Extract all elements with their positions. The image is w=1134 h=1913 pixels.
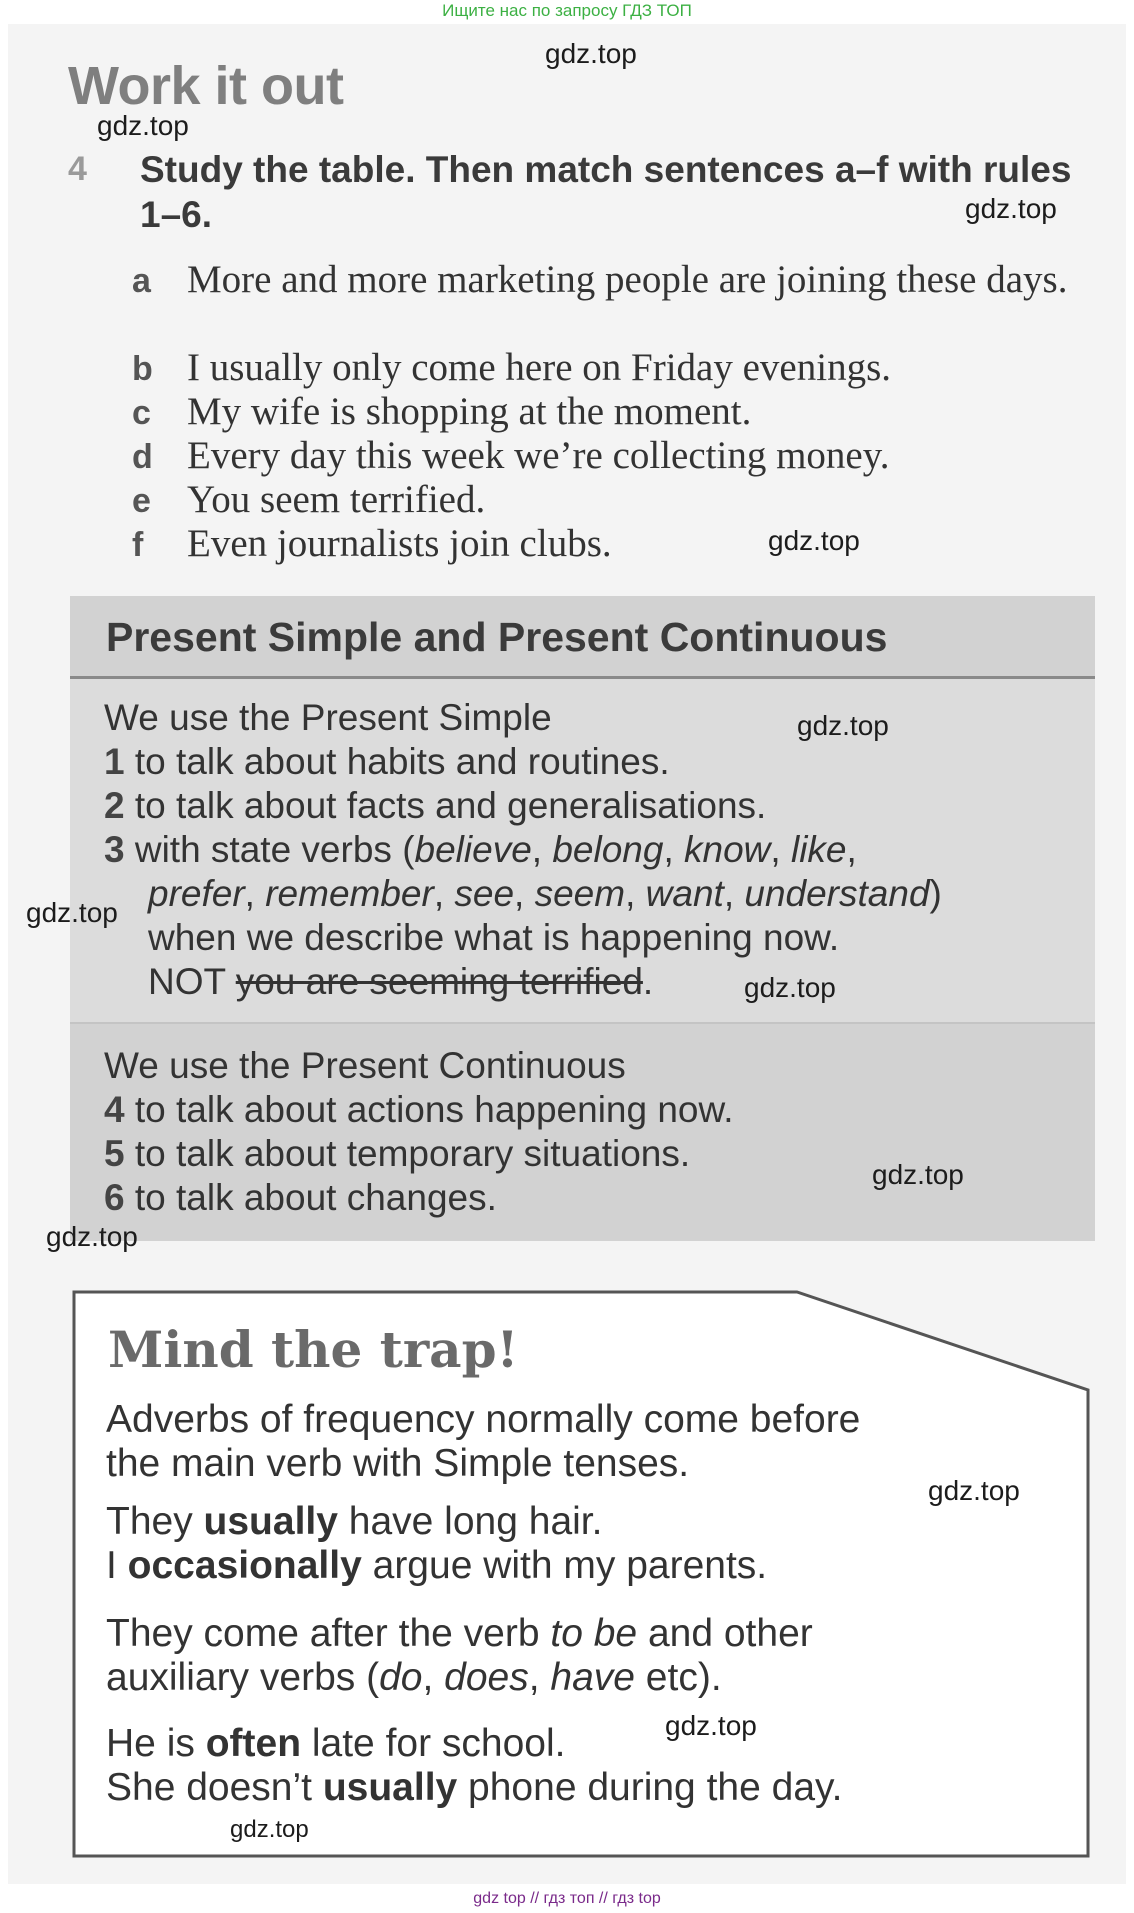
state-verb: remember xyxy=(265,873,434,914)
adverb: usually xyxy=(322,1766,458,1809)
top-banner[interactable]: Ищите нас по запросу ГДЗ ТОП xyxy=(442,1,692,20)
rule-1 xyxy=(104,740,670,784)
sentence-letter: f xyxy=(132,526,144,564)
watermark: gdz.top xyxy=(545,38,637,69)
sentence-c xyxy=(132,390,1092,435)
trap-rule-2-line-2 xyxy=(106,1656,722,1700)
watermark: gdz.top xyxy=(665,1710,757,1741)
verb: have xyxy=(550,1656,635,1699)
rule-3-line-3: when we describe what is happening now. xyxy=(148,917,840,958)
rule-3: 3 with state verbs (believe, belong, know, like, xyxy=(104,829,857,870)
rule-number: 1 xyxy=(104,741,125,782)
sentence-text: More and more marketing people are joining these days. xyxy=(187,258,1068,301)
example-text: argue with my parents. xyxy=(361,1544,768,1587)
sentence-text: My wife is shopping at the moment. xyxy=(187,390,752,433)
watermark: gdz.top xyxy=(230,1816,309,1843)
rule-number: 3 xyxy=(104,829,125,870)
state-verb: want xyxy=(645,873,724,914)
trap-rule-1-line-1: Adverbs of frequency normally come before xyxy=(106,1398,861,1441)
rule-text: They come after the verb xyxy=(106,1612,551,1655)
example-text: He is xyxy=(106,1722,206,1765)
verb: to be xyxy=(550,1612,638,1655)
separator: , xyxy=(528,1656,551,1699)
example-text: phone during the day. xyxy=(457,1766,843,1809)
verb: do xyxy=(379,1656,423,1699)
example-text: late for school. xyxy=(301,1722,566,1765)
trap-example-2 xyxy=(106,1544,767,1588)
not-example: NOT you are seeming terrified. xyxy=(148,961,654,1002)
state-verb: see xyxy=(454,873,515,914)
trap-rule-2-line-1 xyxy=(106,1612,813,1656)
present-continuous-intro: We use the Present Continuous xyxy=(104,1045,626,1086)
example-text: They xyxy=(106,1500,204,1543)
rule-text: to talk about changes. xyxy=(134,1177,497,1218)
sentence-letter: b xyxy=(132,350,153,388)
verb: does xyxy=(444,1656,529,1699)
sentence-d xyxy=(132,434,1092,479)
task-instruction: Study the table. Then match sentences a–f with rules 1–6. xyxy=(140,149,1072,235)
state-verb: seem xyxy=(534,873,626,914)
rule-5 xyxy=(104,1132,690,1176)
rule-text: to talk about actions happening now. xyxy=(134,1089,734,1130)
trap-rule-1-line-2: the main verb with Simple tenses. xyxy=(106,1442,690,1485)
rule-2 xyxy=(104,784,766,828)
present-simple-intro: We use the Present Simple xyxy=(104,697,552,738)
watermark: gdz.top xyxy=(97,110,189,141)
watermark: gdz.top xyxy=(928,1475,1020,1506)
rule-text: auxiliary verbs ( xyxy=(106,1656,380,1699)
state-verb: belong xyxy=(552,829,664,870)
watermark: gdz.top xyxy=(26,897,118,928)
rule-number: 4 xyxy=(104,1089,125,1130)
rule-text: ) xyxy=(929,873,942,914)
sentence-letter: e xyxy=(132,482,151,520)
state-verb: prefer xyxy=(148,873,245,914)
adverb: usually xyxy=(203,1500,338,1543)
rule-text: to talk about temporary situations. xyxy=(134,1133,691,1174)
watermark: gdz.top xyxy=(797,710,889,741)
rule-3-line-2: prefer, remember, see, seem, want, understand) xyxy=(148,873,942,914)
rule-text: etc). xyxy=(634,1656,722,1699)
watermark: gdz.top xyxy=(46,1221,138,1252)
example-text: have long hair. xyxy=(337,1500,603,1543)
sentence-letter: c xyxy=(132,394,151,432)
rule-text: and other xyxy=(637,1612,813,1655)
adverb: often xyxy=(205,1722,302,1765)
watermark: gdz.top xyxy=(744,972,836,1003)
section-heading: Work it out xyxy=(68,56,344,116)
rule-text: with state verbs ( xyxy=(134,829,415,870)
grammar-table xyxy=(70,596,1095,1239)
sentence-f xyxy=(132,522,1092,567)
sentence-text: Every day this week we’re collecting money. xyxy=(187,434,890,477)
trap-example-3 xyxy=(106,1722,565,1766)
sentence-text: I usually only come here on Friday evenings. xyxy=(187,346,891,389)
task-number: 4 xyxy=(68,150,87,188)
watermark: gdz.top xyxy=(965,193,1057,224)
state-verb: know xyxy=(684,829,771,870)
example-text: She doesn’t xyxy=(106,1766,323,1809)
state-verb: understand xyxy=(744,873,930,914)
state-verb: like xyxy=(790,829,847,870)
rule-number: 2 xyxy=(104,785,125,826)
mind-the-trap-box xyxy=(72,1290,1092,1858)
present-continuous-section xyxy=(70,1022,1095,1241)
grammar-table-header xyxy=(70,596,1095,679)
bottom-banner[interactable]: gdz top // гдз топ // гдз top xyxy=(473,1890,661,1907)
sentence-text: Even journalists join clubs. xyxy=(187,522,612,565)
rule-number: 6 xyxy=(104,1177,125,1218)
rule-text: to talk about habits and routines. xyxy=(134,741,670,782)
rule-text: to talk about facts and generalisations. xyxy=(134,785,767,826)
example-text: I xyxy=(106,1544,128,1587)
sentence-e xyxy=(132,478,1092,523)
watermark: gdz.top xyxy=(872,1159,964,1190)
watermark: gdz.top xyxy=(768,525,860,556)
state-verb: believe xyxy=(414,829,532,870)
sentence-letter: d xyxy=(132,438,153,476)
trap-example-1 xyxy=(106,1500,602,1544)
sentence-letter: a xyxy=(132,262,151,300)
sentence-a xyxy=(132,258,1092,303)
rule-4 xyxy=(104,1088,733,1132)
rule-6 xyxy=(104,1176,497,1220)
adverb: occasionally xyxy=(127,1544,362,1587)
not-label: NOT xyxy=(148,961,226,1002)
sentence-text: You seem terrified. xyxy=(187,478,486,521)
trap-example-4 xyxy=(106,1766,842,1810)
sentence-b xyxy=(132,346,1092,391)
separator: , xyxy=(422,1656,445,1699)
rule-number: 5 xyxy=(104,1133,125,1174)
trap-title: Mind the trap! xyxy=(108,1320,519,1379)
struck-example: you are seeming terrified xyxy=(235,961,643,1002)
grammar-table-title: Present Simple and Present Continuous xyxy=(106,614,888,660)
